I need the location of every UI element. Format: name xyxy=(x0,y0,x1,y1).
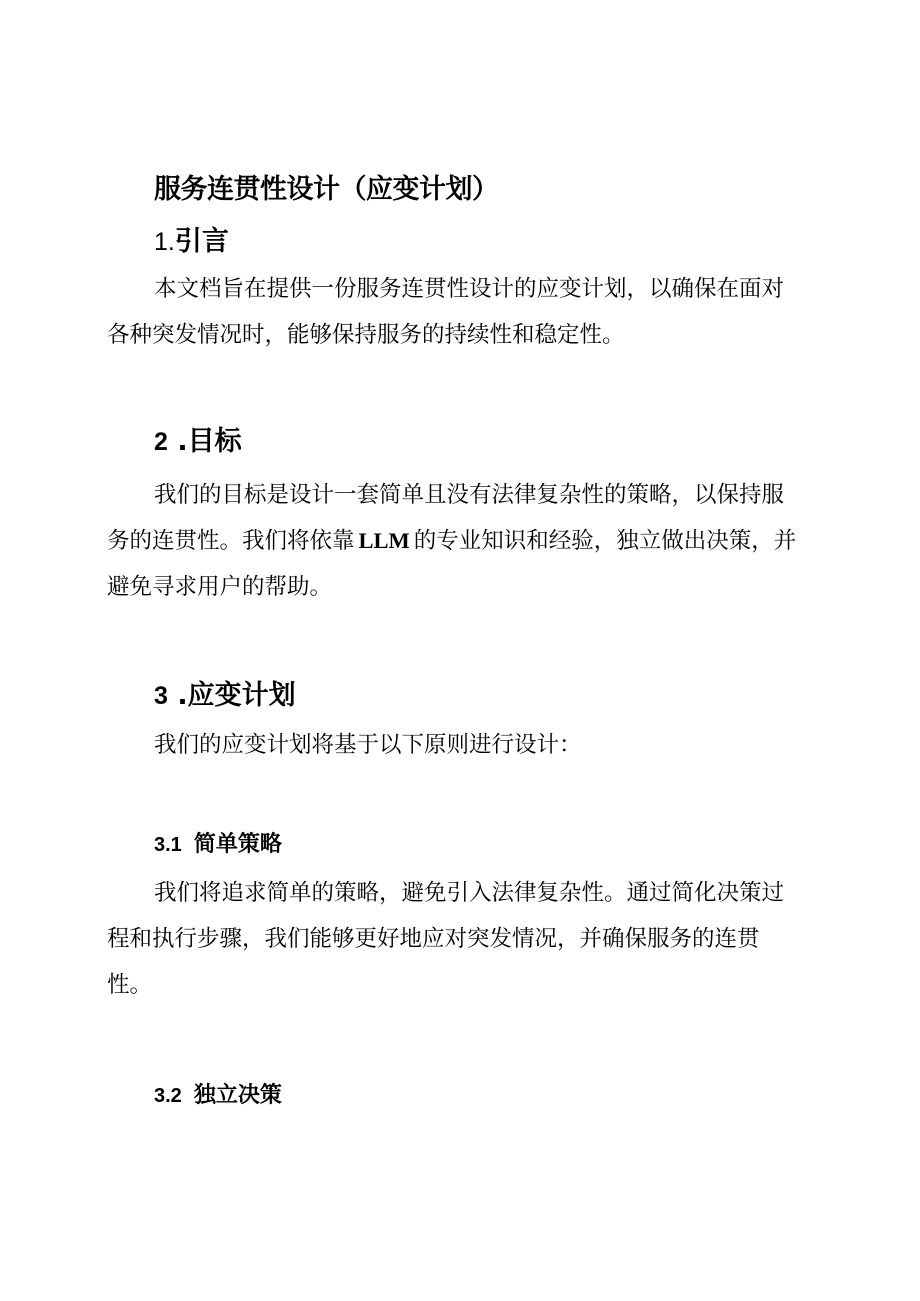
subsection-3-2-title: 独立决策 xyxy=(193,1083,282,1108)
section-3-line-1: 我们的应变计划将基于以下原则进行设计： xyxy=(154,732,582,758)
section-2-line-3: 避免寻求用户的帮助。 xyxy=(107,574,333,600)
subsection-3-1-number: 3.1 xyxy=(154,834,182,856)
section-3-number: 3 xyxy=(154,682,168,710)
section-2-line-2-post: 的专业知识和经验，独立做出决策，并 xyxy=(413,528,797,554)
section-3-paragraph xyxy=(154,722,844,768)
section-2-line-2-pre: 务的连贯性。我们将依靠 xyxy=(107,528,355,554)
section-2-line-1: 我们的目标是设计一套简单且没有法律复杂性的策略，以保持服 xyxy=(154,482,785,508)
section-2-title: .目标 xyxy=(177,426,242,457)
subsection-3-1-paragraph xyxy=(107,870,844,1008)
subsection-3-1-line-3: 性。 xyxy=(107,972,153,998)
section-1-line-1: 本文档旨在提供一份服务连贯性设计的应变计划，以确保在面对 xyxy=(154,276,785,302)
subsection-3-1-line-2: 程和执行步骤，我们能够更好地应对突发情况，并确保服务的连贯 xyxy=(107,926,760,952)
subsection-3-1-heading xyxy=(154,829,282,861)
section-1-heading xyxy=(154,222,229,262)
section-2-heading xyxy=(154,422,242,462)
document-title: 服务连贯性设计（应变计划） xyxy=(154,174,499,205)
subsection-3-1-title: 简单策略 xyxy=(193,832,282,857)
section-1-title: 引言 xyxy=(174,226,229,257)
section-3-title: .应变计划 xyxy=(177,680,296,711)
section-3-heading xyxy=(154,676,296,716)
section-1-line-2: 各种突发情况时，能够保持服务的持续性和稳定性。 xyxy=(107,322,625,348)
subsection-3-2-number: 3.2 xyxy=(154,1085,182,1107)
subsection-3-1-line-1: 我们将追求简单的策略，避免引入法律复杂性。通过简化决策过 xyxy=(154,880,785,906)
section-1-paragraph xyxy=(107,266,844,358)
section-2-line-2 xyxy=(107,518,844,564)
section-1-number: 1. xyxy=(154,228,175,256)
section-2-number: 2 xyxy=(154,428,168,456)
section-2-paragraph xyxy=(107,472,844,610)
subsection-3-2-heading xyxy=(154,1080,282,1112)
llm-term: LLM xyxy=(358,528,410,553)
